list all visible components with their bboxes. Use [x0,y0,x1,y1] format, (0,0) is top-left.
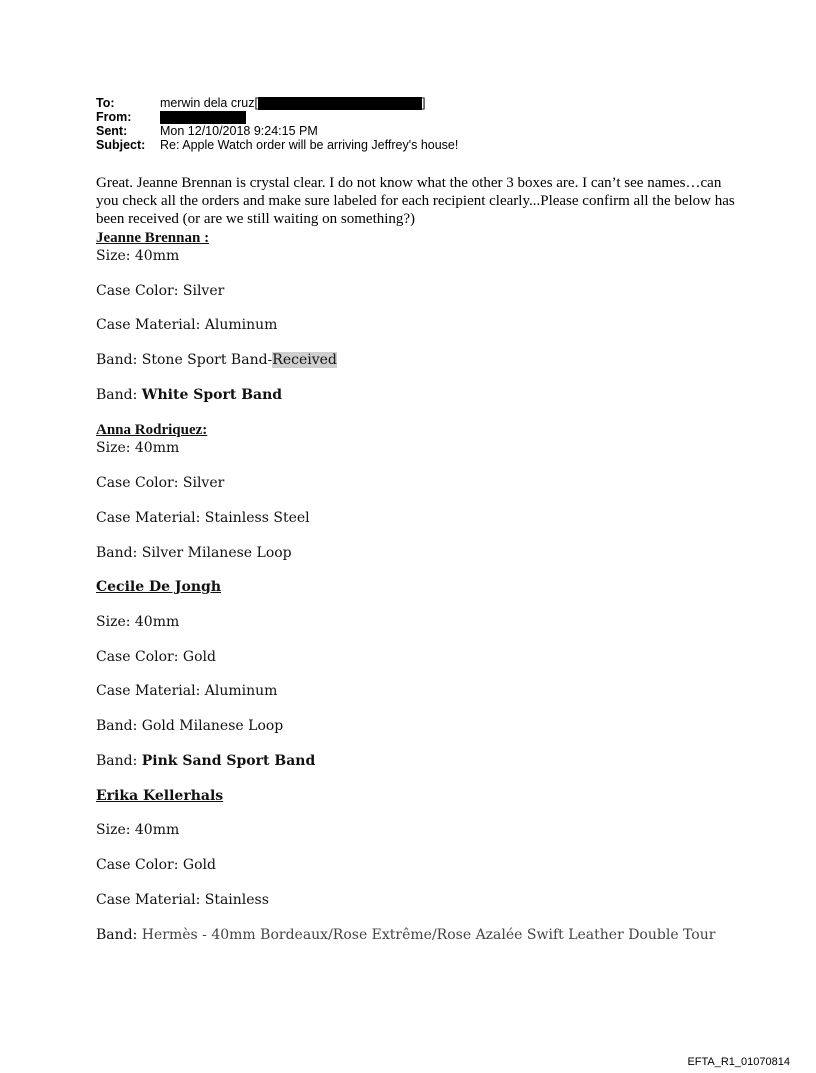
band-line: Band: Silver Milanese Loop [96,545,292,561]
sent-value: Mon 12/10/2018 9:24:15 PM [160,124,318,138]
size-line: Size: 40mm [96,614,180,630]
band-line: Band: Gold Milanese Loop [96,718,284,734]
case-color-line: Case Color: Gold [96,649,216,665]
from-label: From: [96,110,132,124]
band-prefix: Band: Stone Sport Band- [96,352,273,368]
case-material-line: Case Material: Stainless [96,892,269,908]
subject-value: Re: Apple Watch order will be arriving Jeffrey's house! [160,138,459,152]
sent-row [96,124,458,138]
case-material-line: Case Material: Aluminum [96,317,278,333]
band-value: White Sport Band [141,387,283,403]
size-line: Size: 40mm [96,440,180,456]
case-material-line: Case Material: Stainless Steel [96,510,310,526]
to-close: ] [421,96,426,110]
from-row [96,110,458,124]
band-prefix: Band: [96,753,142,769]
subject-row [96,138,458,152]
size-line: Size: 40mm [96,822,180,838]
case-color-line: Case Color: Silver [96,475,225,491]
document-id: EFTA_R1_01070814 [687,1056,790,1068]
case-color-line: Case Color: Gold [96,857,216,873]
recipient-name: Erika Kellerhals [96,788,224,804]
subject-label: Subject: [96,138,146,152]
redaction-box [160,111,246,124]
band-prefix: Band: [96,387,142,403]
band-line [96,752,315,770]
received-highlight: Received [272,352,337,368]
case-color-line: Case Color: Silver [96,283,225,299]
size-line: Size: 40mm [96,248,180,264]
intro-text: Great. Jeanne Brennan is crystal clear. I do not know what the other 3 boxes are. I can’t see names…can you check all the orders and make sure labeled for each recipient clearly...Please confirm all the below has been received (or are we still waiting on something?) [96,175,735,227]
recipient-name: Cecile De Jongh [96,579,222,595]
band-line [96,386,282,404]
to-value: merwin dela cruz[ [160,96,258,110]
band-line [96,926,715,944]
band-value: Pink Sand Sport Band [141,753,316,769]
band-line [96,351,337,369]
band-prefix: Band: [96,927,142,943]
email-header [96,96,458,152]
recipient-name: Anna Rodriquez: [96,422,208,438]
redaction-box [258,97,422,110]
to-row [96,96,458,110]
to-label: To: [96,96,115,110]
sent-label: Sent: [96,124,128,138]
case-material-line: Case Material: Aluminum [96,683,278,699]
band-value: Hermès - 40mm Bordeaux/Rose Extrême/Rose Azalée Swift Leather Double Tour [141,927,716,943]
email-intro [96,174,736,228]
recipient-name: Jeanne Brennan : [96,230,210,246]
